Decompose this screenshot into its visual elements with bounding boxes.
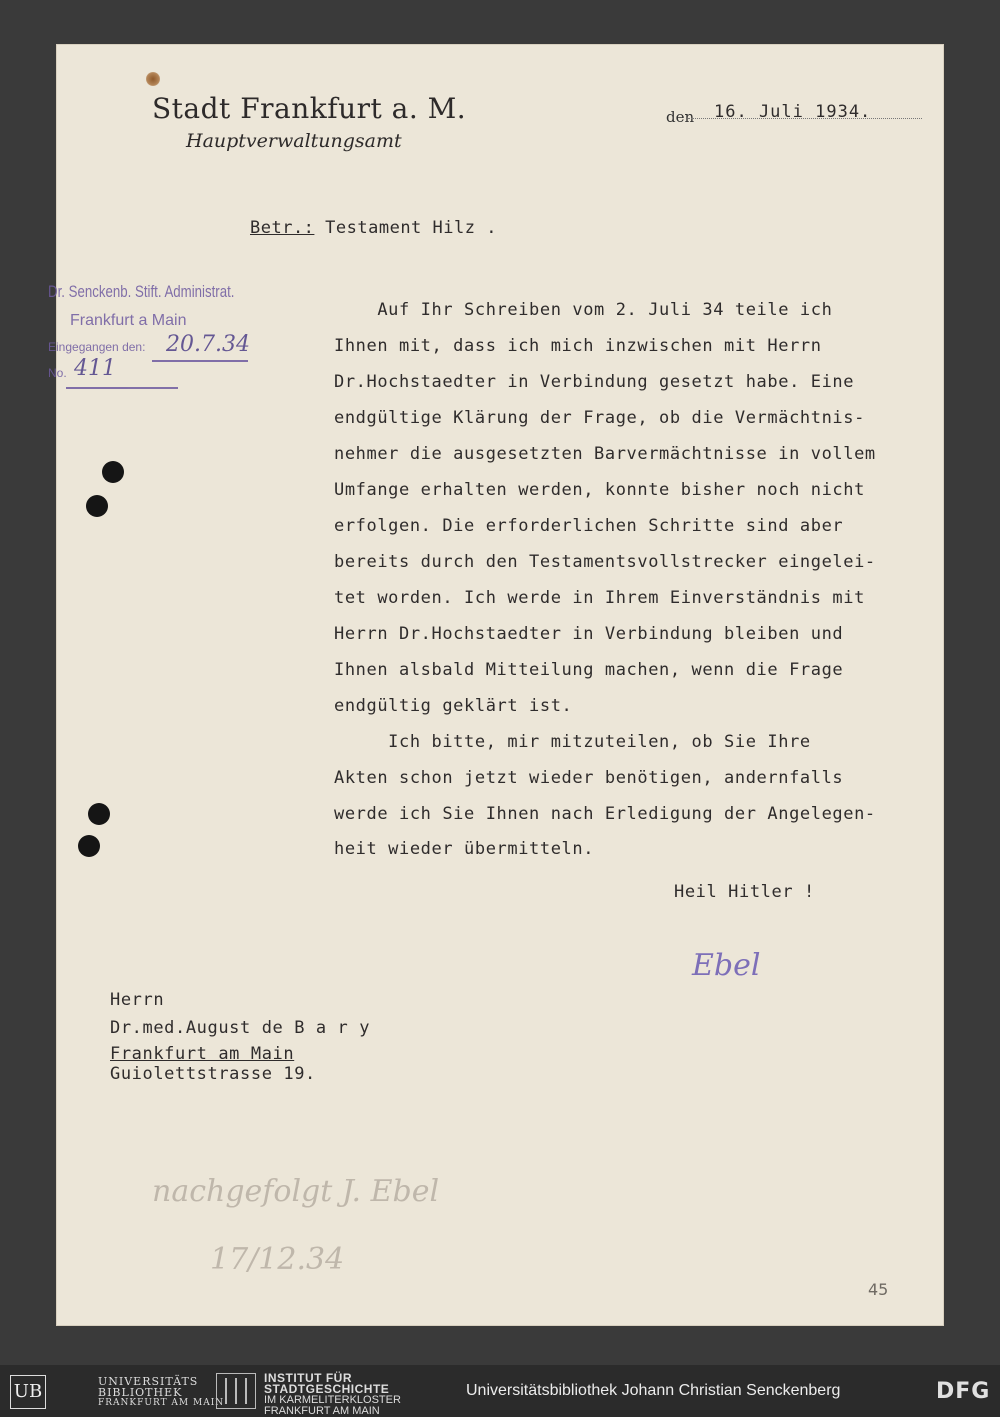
isg-name [264,1373,401,1417]
punch-hole [86,495,108,517]
stamp-line-2: Frankfurt a Main [70,312,187,329]
address-name: Dr.med.August de B a r y [110,1018,371,1038]
body-line: nehmer die ausgesetzten Barvermächtnisse in vollem [334,444,876,464]
pencil-date: 17/12.34 [210,1242,345,1277]
stamp-underline-date [152,360,248,362]
stamp-line-1: Dr. Senckenb. Stift. Administrat. [48,282,235,301]
body-line: endgültig geklärt ist. [334,696,573,716]
stamp-handwritten-number: 411 [74,356,116,381]
isg-line-3: IM KARMELITERKLOSTER [264,1394,401,1406]
body-line: bereits durch den Testamentsvollstrecker eingelei- [334,552,876,572]
body-line: Ihnen mit, dass ich mich inzwischen mit Herrn [334,336,822,356]
signature: Ebel [692,948,761,983]
footer-bar [0,1365,1000,1417]
body-line: Ich bitte, mir mitzuteilen, ob Sie Ihre [334,732,811,752]
stamp-line-3: Eingegangen den: [48,340,146,354]
isg-line-1: INSTITUT FÜR [264,1371,352,1385]
date-prefix: den [666,108,695,126]
punch-hole [78,835,100,857]
punch-hole [88,803,110,825]
address-salutation: Herrn [110,990,165,1010]
body-line: Umfange erhalten werden, konnte bisher noch nicht [334,480,865,500]
closing-greeting: Heil Hitler ! [674,882,815,902]
body-line: Herrn Dr.Hochstaedter in Verbindung bleiben und [334,624,844,644]
body-line: Auf Ihr Schreiben vom 2. Juli 34 teile ich [334,300,833,320]
letterhead-department: Hauptverwaltungsamt [186,130,402,152]
letterhead-city: Stadt Frankfurt a. M. [152,92,467,125]
body-line: heit wieder übermitteln. [334,839,595,859]
body-line: tet worden. Ich werde in Ihrem Einverständnis mit [334,588,865,608]
ub-logo[interactable] [10,1375,94,1407]
body-line: Ihnen alsbald Mitteilung machen, wenn die Frage [334,660,844,680]
body-line: erfolgen. Die erforderlichen Schritte sind aber [334,516,844,536]
ub-line-3: FRANKFURT AM MAIN [98,1398,225,1408]
paper-stain [146,72,160,86]
address-street: Guiolettstrasse 19. [110,1064,316,1084]
ub-name [98,1376,224,1409]
stamp-underline-number [66,387,178,389]
page-number: 45 [868,1280,889,1299]
letter-page [48,44,944,1326]
footer-title[interactable]: Universitätsbibliothek Johann Christian Senckenberg [466,1382,841,1399]
subject-line [250,218,497,238]
isg-arch-icon[interactable] [216,1373,256,1409]
subject-label: Betr.: [250,218,315,238]
letter-date: 16. Juli 1934. [714,102,872,122]
dfg-logo[interactable]: DFG [936,1379,991,1404]
body-line: werde ich Sie Ihnen nach Erledigung der Angelegen- [334,804,876,824]
stamp-handwritten-date: 20.7.34 [166,332,250,357]
body-line: Akten schon jetzt wieder benötigen, andernfalls [334,768,844,788]
body-line: endgültige Klärung der Frage, ob die Vermächtnis- [334,408,865,428]
pencil-note: nachgefolgt J. Ebel [152,1174,440,1209]
isg-line-2: STADTGESCHICHTE [264,1382,390,1396]
body-line: Dr.Hochstaedter in Verbindung gesetzt habe. Eine [334,372,855,392]
punch-hole [102,461,124,483]
stamp-line-4: No. [48,366,67,380]
isg-line-4: FRANKFURT AM MAIN [264,1405,380,1417]
address-city: Frankfurt am Main [110,1044,295,1064]
ub-badge-icon: UB [10,1375,46,1409]
subject-text: Testament Hilz . [325,218,497,238]
ub-line-1: UNIVERSITÄTS [98,1375,199,1388]
ub-line-2: BIBLIOTHEK [98,1386,183,1399]
